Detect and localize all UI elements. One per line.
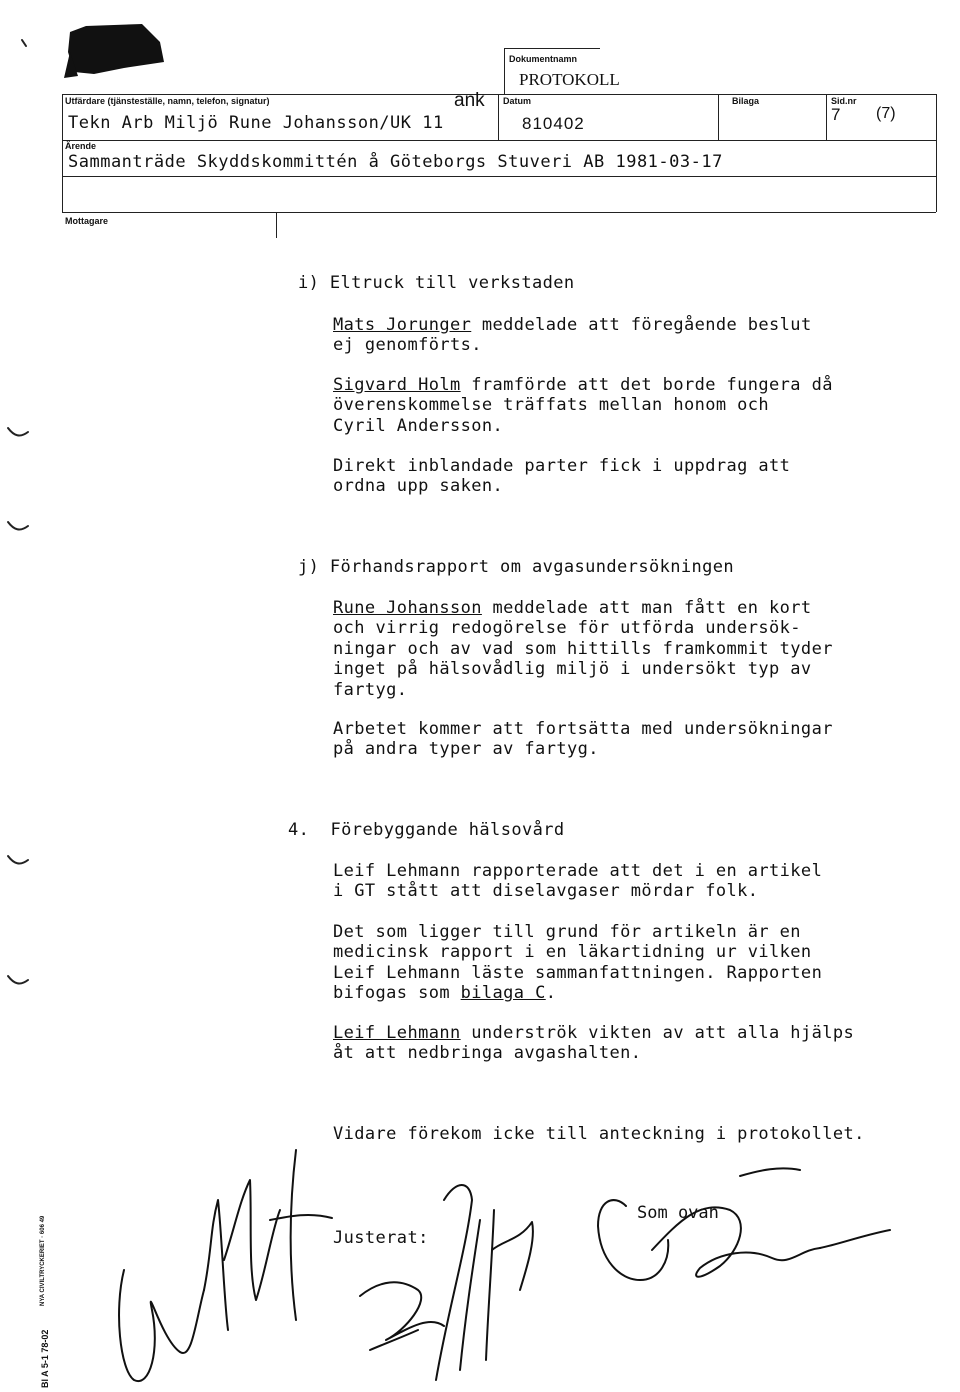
- datum-label: Datum: [503, 96, 532, 106]
- som-ovan-label: Som ovan: [637, 1203, 719, 1223]
- arende-value: Sammanträde Skyddskommittén å Göteborgs Stuveri AB 1981-03-17: [68, 152, 723, 172]
- redacted-logo: [64, 22, 168, 78]
- section-j-title: j) Förhandsrapport om avgasundersökningen: [298, 557, 735, 577]
- section-i-para-2: Sigvard Holm framförde att det borde fungera då överenskommelse träffats mellan honom och Cyril Andersson.: [333, 375, 833, 436]
- dokumentnamn-label: Dokumentnamn: [509, 54, 578, 64]
- section-4-para-1: Leif Lehmann rapporterade att det i en artikel i GT stått att diselavgaser mördar folk.: [333, 861, 823, 902]
- printer-imprint: NYA CIVILTRYCKERIET · 606 49: [40, 1215, 46, 1306]
- document-type: PROTOKOLL: [519, 70, 620, 89]
- sid-number: 7: [831, 105, 841, 124]
- section-i-title: i) Eltruck till verkstaden: [298, 273, 575, 293]
- binder-marks: [0, 0, 40, 1392]
- section-i-para-3: Direkt inblandade parter fick i uppdrag att ordna upp saken.: [333, 456, 791, 497]
- section-i-para-1: Mats Jorunger meddelade att föregående beslut ej genomförts.: [333, 315, 812, 356]
- handwritten-signatures: [100, 1140, 920, 1392]
- section-4-title: 4. Förebyggande hälsovård: [288, 820, 565, 840]
- sid-label: Sid.nr: [831, 96, 857, 106]
- arende-label: Ärende: [65, 141, 97, 151]
- person-name: Leif Lehmann: [333, 1023, 461, 1043]
- section-4-para-2: Det som ligger till grund för artikeln är en medicinsk rapport i en läkartidning ur vilken Leif Lehmann läste sammanfattningen. Rapporten bifogas som bilaga C.: [333, 922, 823, 1004]
- closing-statement: Vidare förekom icke till anteckning i protokollet.: [333, 1124, 865, 1144]
- datum-value: 810402: [522, 114, 585, 133]
- utfardare-label: Utfärdare (tjänsteställe, namn, telefon, signatur): [65, 96, 270, 106]
- mottagare-label: Mottagare: [65, 216, 109, 226]
- section-4-para-3: Leif Lehmann underströk vikten av att alla hjälps åt att nedbringa avgashalten.: [333, 1023, 855, 1064]
- section-j-para-1: Rune Johansson meddelade att man fått en kort och virrig redogörelse för utförda undersök- ningar och av vad som hittills framkommit tyder inget på hälsovådlig miljö i undersökt typ av fartyg.: [333, 598, 833, 700]
- bilaga-label: Bilaga: [732, 96, 760, 106]
- sid-total: (7): [876, 105, 896, 122]
- section-j-para-2: Arbetet kommer att fortsätta med undersökningar på andra typer av fartyg.: [333, 719, 833, 760]
- justerat-label: Justerat:: [333, 1228, 429, 1248]
- person-name: Mats Jorunger: [333, 315, 472, 335]
- ank-stamp: ank: [454, 90, 485, 111]
- person-name: Rune Johansson: [333, 598, 482, 618]
- utfardare-value: Tekn Arb Miljö Rune Johansson/UK 11: [68, 113, 444, 133]
- attachment-reference: bilaga C: [460, 983, 546, 1004]
- person-name: Sigvard Holm: [333, 375, 461, 395]
- form-code: Bl A 5-1 78-02: [40, 1329, 50, 1388]
